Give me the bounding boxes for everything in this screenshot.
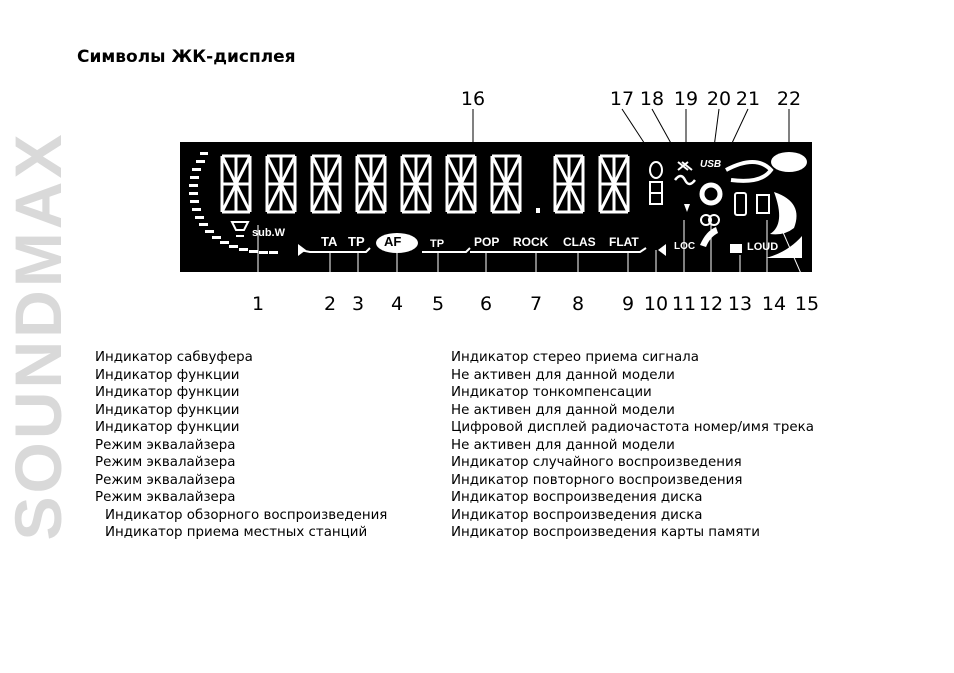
callout-12: 12 (698, 293, 724, 315)
segment-digit (222, 156, 250, 212)
lcd-label-tp2: TP (430, 238, 445, 250)
legend-right (451, 349, 814, 542)
callout-1: 1 (251, 293, 265, 315)
decimal-point (536, 208, 540, 213)
lcd-label-flat: FLAT (609, 235, 639, 249)
legend-item-4: Индикатор функции (95, 402, 240, 418)
legend-item-19: Индикатор повторного воспроизведения (451, 472, 743, 488)
legend-item-12: Индикатор стерео приема сигнала (451, 350, 699, 365)
callout-19: 19 (673, 88, 699, 110)
callout-14: 14 (761, 293, 787, 315)
callout-15: 15 (794, 293, 820, 315)
callout-21: 21 (735, 88, 761, 110)
legend-item-3: Индикатор функции (95, 385, 240, 400)
callout-22: 22 (776, 88, 802, 110)
lcd-label-subw: sub.W (252, 227, 285, 239)
segment-digit (312, 156, 340, 212)
legend-item-9: Режим эквалайзера (95, 490, 236, 505)
sd-logo-oval (771, 152, 807, 172)
legend-left (95, 349, 387, 542)
lcd-label-clas: CLAS (563, 235, 596, 249)
legend-item-20: Индикатор воспроизведения диска (451, 490, 703, 505)
callout-8: 8 (571, 293, 585, 315)
segment-digit (402, 156, 430, 212)
legend-item-10: Индикатор обзорного воспроизведения (105, 507, 388, 523)
callout-20: 20 (706, 88, 732, 110)
lcd-diagram (170, 80, 830, 320)
legend-item-2: Индикатор функции (95, 367, 240, 383)
callout-6: 6 (479, 293, 493, 315)
segment-digit (267, 156, 295, 212)
segment-digit (357, 156, 385, 212)
page-title: Символы ЖК-дисплея (77, 47, 296, 67)
lcd-label-pop: POP (474, 235, 500, 249)
legend-item-8: Режим эквалайзера (95, 472, 236, 488)
lcd-label-loc: LOC (674, 241, 696, 252)
callout-7: 7 (529, 293, 543, 315)
lcd-label-tp1: TP (348, 234, 365, 249)
callout-11: 11 (671, 293, 697, 315)
lcd-label-rock: ROCK (513, 235, 549, 249)
legend-item-6: Режим эквалайзера (95, 437, 236, 453)
legend-item-7: Режим эквалайзера (95, 455, 236, 470)
lcd-label-loud: LOUD (747, 241, 779, 253)
segment-digit (492, 156, 520, 212)
segment-digit (555, 156, 583, 212)
mail-icon (730, 244, 742, 253)
callout-16: 16 (460, 88, 486, 110)
legend-item-18: Индикатор случайного воспроизведения (451, 455, 742, 470)
callout-17: 17 (609, 88, 635, 110)
segment-digit (447, 156, 475, 212)
lcd-label-ta: TA (321, 234, 338, 249)
legend-item-14: Индикатор тонкомпенсации (451, 385, 652, 400)
brand-watermark: SOUNDMAX (1, 131, 75, 541)
legend-item-13: Не активен для данной модели (451, 367, 675, 383)
lcd-label-usb: USB (700, 159, 722, 170)
lcd-label-af: AF (384, 234, 402, 249)
callout-10: 10 (643, 293, 669, 315)
legend-item-11: Индикатор приема местных станций (105, 525, 368, 540)
legend-item-15: Не активен для данной модели (451, 402, 675, 418)
callout-13: 13 (727, 293, 753, 315)
callout-18: 18 (639, 88, 665, 110)
legend-item-22: Индикатор воспроизведения карты памяти (451, 525, 760, 540)
callout-5: 5 (431, 293, 445, 315)
legend-item-16: Цифровой дисплей радиочастота номер/имя трека (451, 420, 814, 435)
legend-item-1: Индикатор сабвуфера (95, 350, 253, 365)
callout-4: 4 (390, 293, 404, 315)
callout-2: 2 (323, 293, 337, 315)
legend-item-21: Индикатор воспроизведения диска (451, 507, 703, 523)
legend-item-5: Индикатор функции (95, 420, 240, 435)
segment-digit (600, 156, 628, 212)
callout-9: 9 (621, 293, 635, 315)
callout-3: 3 (351, 293, 365, 315)
lcd-drawing (170, 80, 830, 320)
legend-item-17: Не активен для данной модели (451, 437, 675, 453)
